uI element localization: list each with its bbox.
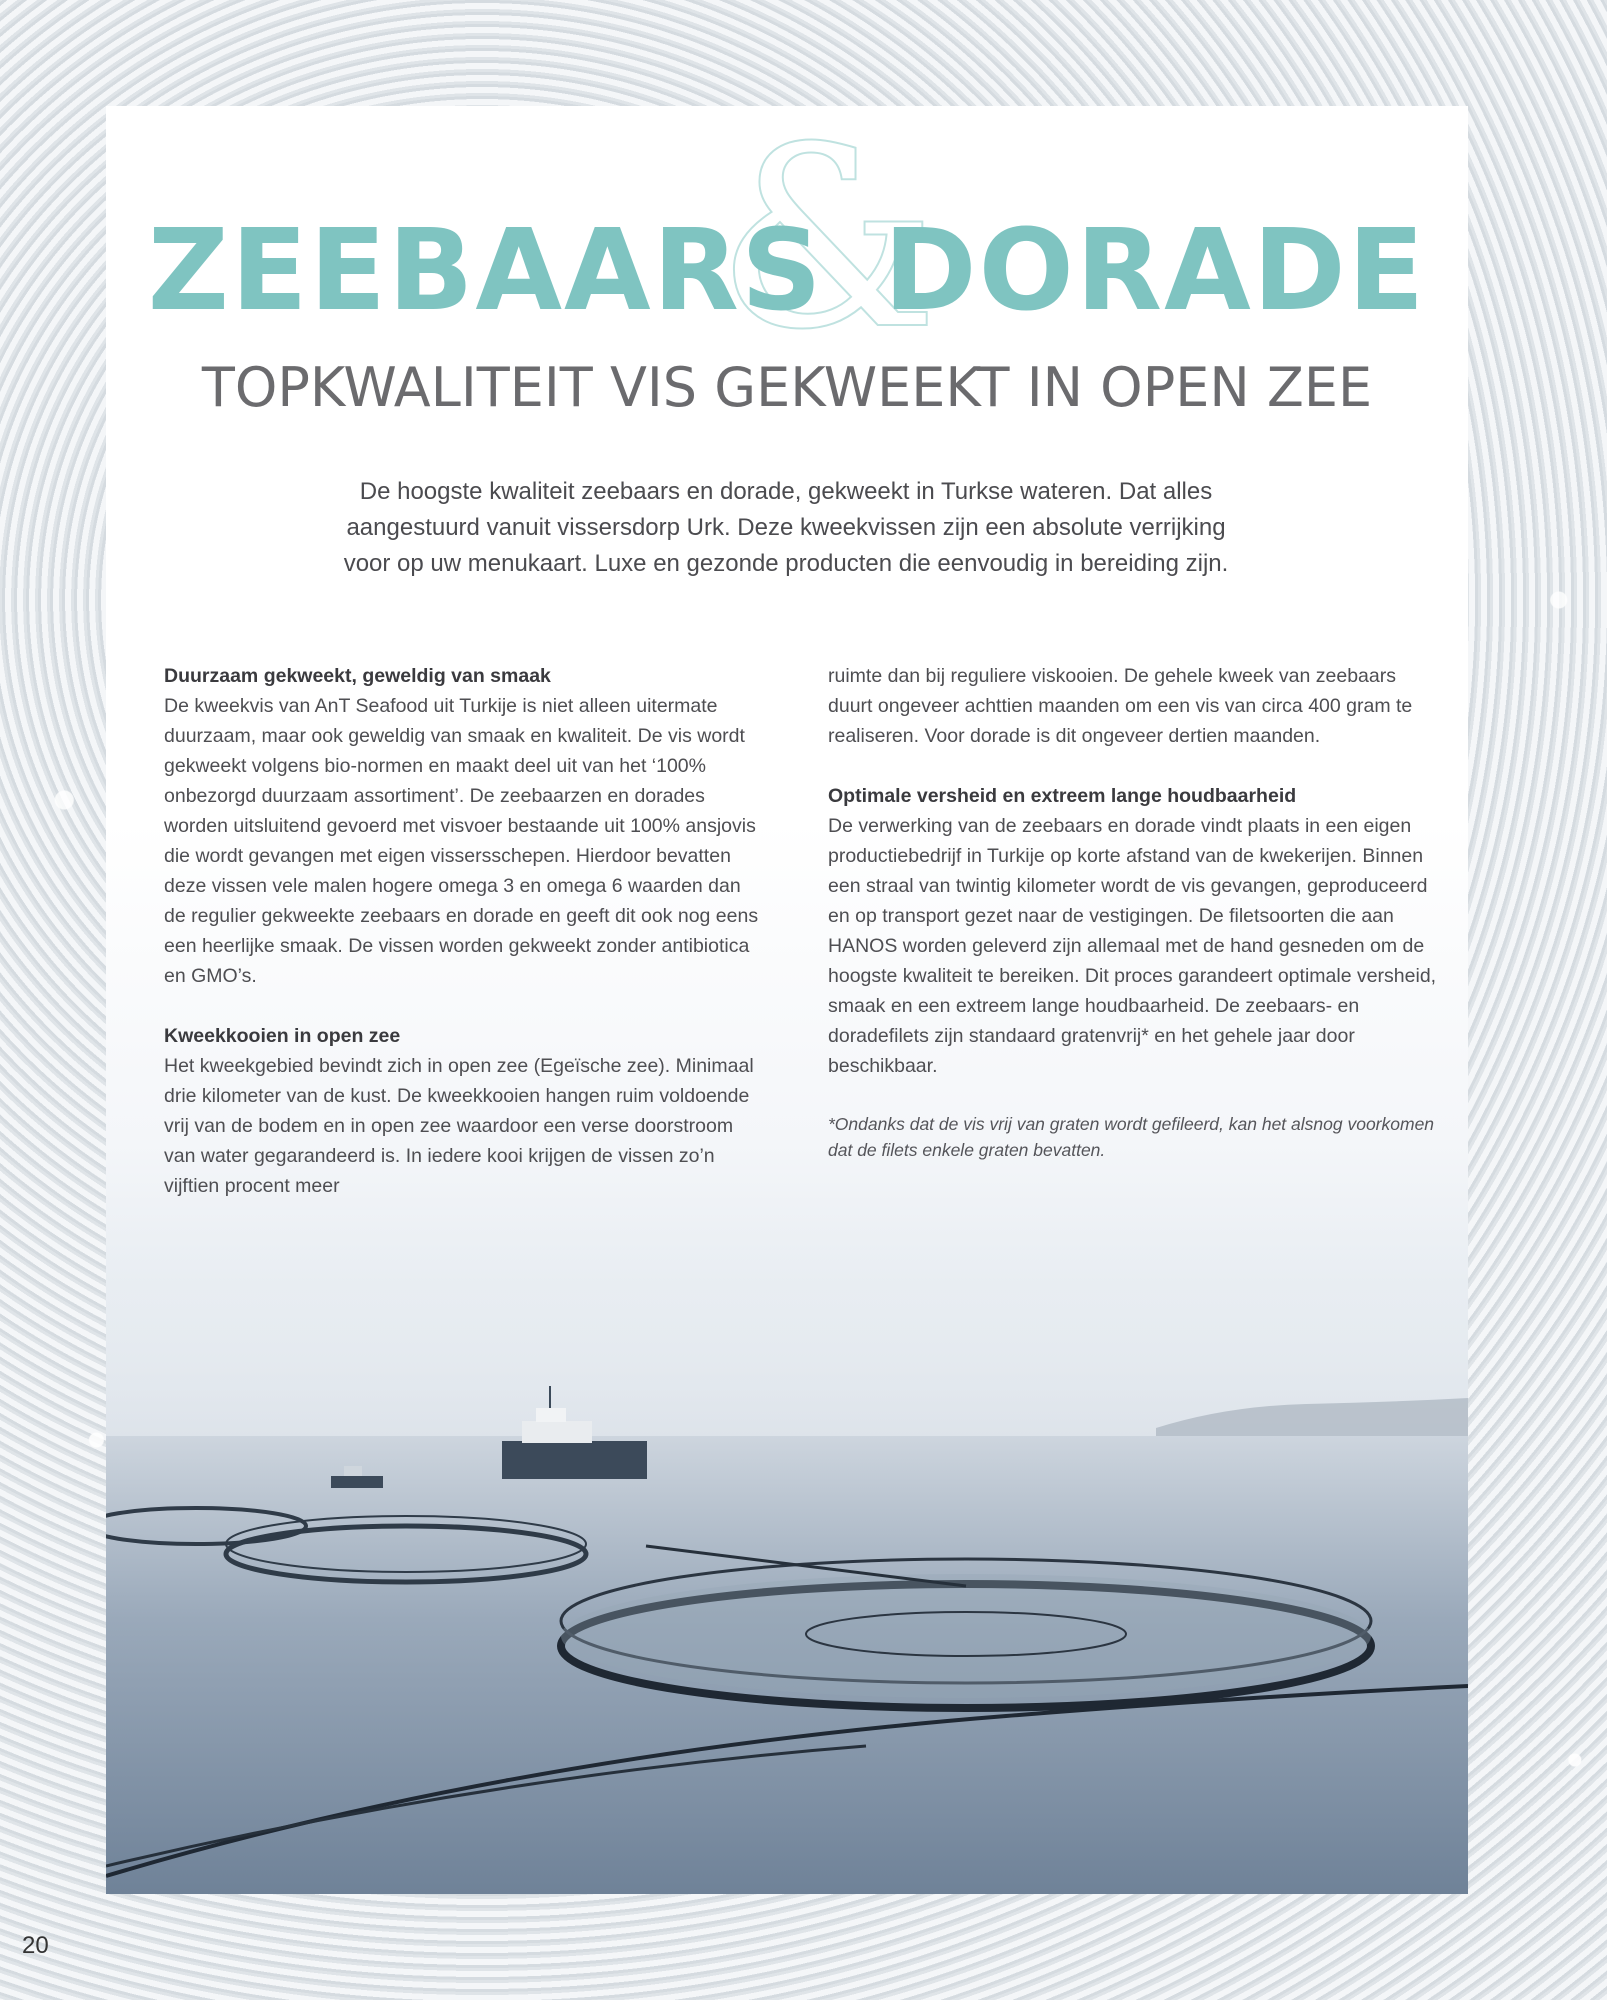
content-panel (106, 106, 1468, 1894)
intro-line: De hoogste kwaliteit zeebaars en dorade, gekweekt in Turkse wateren. Dat alles (359, 478, 1213, 505)
intro-line: voor op uw menukaart. Luxe en gezonde producten die eenvoudig in bereiding zijn. (343, 550, 1229, 577)
intro-line: aangestuurd vanuit vissersdorp Urk. Deze kweekvissen zijn een absolute verrijking (346, 514, 1226, 541)
page-subtitle: TOPKWALITEIT VIS GEKWEEKT IN OPEN ZEE (201, 356, 1373, 419)
section-heading-versheid: Optimale versheid en extreem lange houdbaarheid (828, 785, 1297, 807)
section-heading-duurzaam: Duurzaam gekweekt, geweldig van smaak (164, 665, 551, 687)
section-body-duurzaam: De kweekvis van AnT Seafood uit Turkije is niet alleen uitermate duurzaam, maar ook geweldig van smaak en kwaliteit. De vis wordt gekweekt volgens bio-normen en maakt deel uit van het ‘100% onbezorgd duurzaam assortiment’. De zeebaarzen en dorades worden uitsluitend gevoerd met visvoer bestaande uit 100% ansjovis die wordt gevangen met eigen vissersschepen. Hierdoor bevatten deze vissen vele malen hogere omega 3 en omega 6 waarden dan de regulier gekweekte zeebaars en dorade en geeft dit ook nog eens een heerlijke smaak. De vissen worden gekweekt zonder antibiotica en GMO’s. (164, 695, 759, 987)
section-body-versheid: De verwerking van de zeebaars en dorade vindt plaats in een eigen productiebedrijf in Turkije op korte afstand van de kwekerijen. Binnen een straal van twintig kilometer wordt de vis gevangen, geproduceerd en op transport gezet naar de vestigingen. De filetsoorten die aan HANOS worden geleverd zijn allemaal met de hand gesneden om de hoogste kwaliteit te bereiken. Dit proces garandeert optimale versheid, smaak en een extreem lange houdbaarheid. De zeebaars- en doradefilets zijn standaard gratenvrij* en het gehele jaar door beschikbaar. (828, 815, 1437, 1077)
title-zeebaars: ZEEBAARS (147, 206, 824, 336)
section-heading-kweekkooien: Kweekkooien in open zee (164, 1025, 401, 1047)
column-right (828, 661, 1438, 1193)
column-left (164, 661, 764, 1231)
section-body-kweekkooien: Het kweekgebied bevindt zich in open zee (Egeïsche zee). Minimaal drie kilometer van de kust. De kweekkooien hangen ruim voldoende vrij van de bodem en in open zee waardoor een verse doorstroom van water gegarandeerd is. In iedere kooi krijgen de vissen zo’n vijftien procent meer (164, 1055, 754, 1197)
footnote: *Ondanks dat de vis vrij van graten wordt gefileerd, kan het alsnog voorkomen dat de filets enkele graten bevatten. (828, 1114, 1435, 1160)
intro-paragraph (256, 474, 1316, 582)
title-dorade: DORADE (883, 206, 1427, 336)
page-number: 20 (22, 1932, 49, 1959)
page-title (106, 206, 1468, 336)
ampersand-decoration: & (716, 106, 939, 384)
fish-farm-photo (106, 1286, 1468, 1894)
section-body-kweekkooien-continued: ruimte dan bij reguliere viskooien. De gehele kweek van zeebaars duurt ongeveer achttien maanden om een vis van circa 400 gram te realiseren. Voor dorade is dit ongeveer dertien maanden. (828, 665, 1413, 747)
